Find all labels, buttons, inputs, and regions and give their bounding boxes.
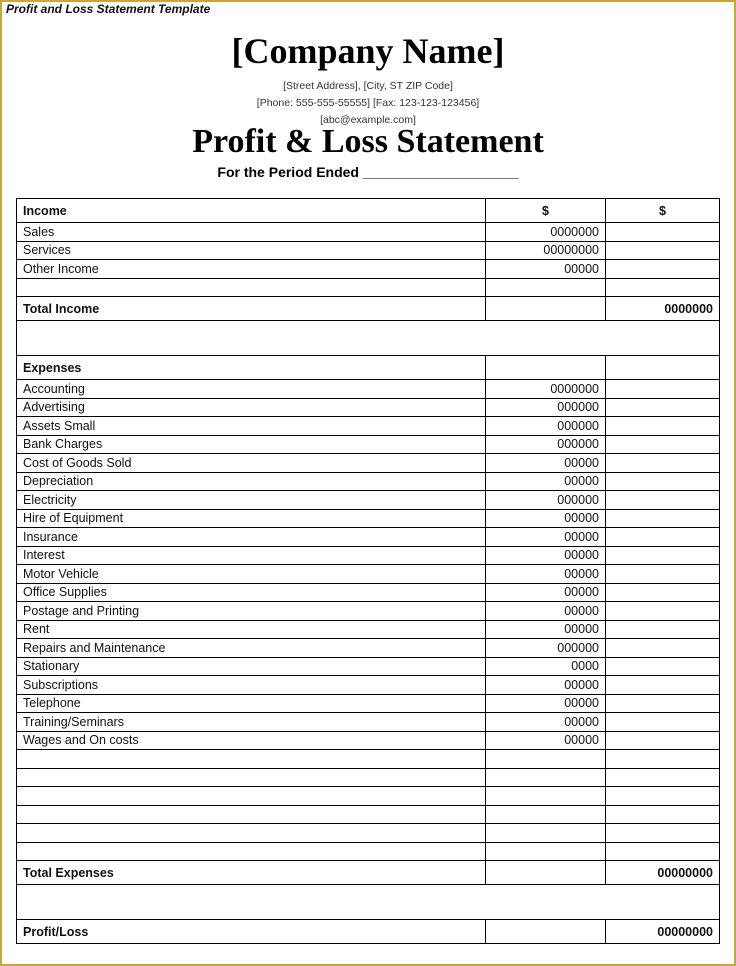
table-row xyxy=(17,602,720,621)
line-item-total xyxy=(606,380,720,399)
template-title: Profit and Loss Statement Template xyxy=(6,2,211,16)
line-item-value: 000000 xyxy=(486,435,606,454)
line-item-value: 00000 xyxy=(486,565,606,584)
line-item-label: Electricity xyxy=(17,491,486,510)
line-item-label: Office Supplies xyxy=(17,583,486,602)
line-item-label: Assets Small xyxy=(17,417,486,436)
blank-row xyxy=(17,278,720,297)
line-item-total xyxy=(606,528,720,547)
line-item-label: Stationary xyxy=(17,657,486,676)
line-item-label: Accounting xyxy=(17,380,486,399)
line-item-total xyxy=(606,602,720,621)
line-item-total xyxy=(606,260,720,279)
blank-row xyxy=(17,805,720,824)
line-item-value: 00000 xyxy=(486,713,606,732)
table-row xyxy=(17,620,720,639)
line-item-label: Services xyxy=(17,241,486,260)
total-expenses-row xyxy=(17,861,720,885)
line-item-value: 00000 xyxy=(486,676,606,695)
line-item-total xyxy=(606,639,720,658)
blank-cell xyxy=(17,805,486,824)
profit-loss-row xyxy=(17,920,720,944)
period-label: For the Period Ended ____________________ xyxy=(217,164,519,180)
line-item-value: 00000 xyxy=(486,454,606,473)
line-item-label: Motor Vehicle xyxy=(17,565,486,584)
blank-cell xyxy=(486,356,606,380)
line-item-label: Depreciation xyxy=(17,472,486,491)
line-item-total xyxy=(606,435,720,454)
blank-cell xyxy=(606,750,720,769)
blank-cell xyxy=(486,842,606,861)
blank-cell xyxy=(17,787,486,806)
line-item-label: Advertising xyxy=(17,398,486,417)
email-line: [abc@example.com] xyxy=(320,114,416,126)
blank-cell xyxy=(606,805,720,824)
blank-cell xyxy=(486,297,606,321)
table-row xyxy=(17,694,720,713)
line-item-total xyxy=(606,657,720,676)
expenses-header-row xyxy=(17,356,720,380)
line-item-total xyxy=(606,241,720,260)
line-item-value: 0000 xyxy=(486,657,606,676)
line-item-value: 00000 xyxy=(486,583,606,602)
table-row xyxy=(17,491,720,510)
blank-cell xyxy=(606,768,720,787)
blank-cell xyxy=(486,787,606,806)
table-row xyxy=(17,509,720,528)
line-item-label: Subscriptions xyxy=(17,676,486,695)
blank-cell xyxy=(486,920,606,944)
blank-row xyxy=(17,842,720,861)
line-item-value: 00000000 xyxy=(486,241,606,260)
blank-cell xyxy=(17,768,486,787)
total-expenses-value: 00000000 xyxy=(606,861,720,885)
blank-cell xyxy=(17,278,486,297)
line-item-value: 00000 xyxy=(486,509,606,528)
table-row xyxy=(17,435,720,454)
line-item-total xyxy=(606,731,720,750)
line-item-label: Rent xyxy=(17,620,486,639)
blank-cell xyxy=(606,842,720,861)
line-item-value: 00000 xyxy=(486,472,606,491)
line-item-value: 00000 xyxy=(486,620,606,639)
table-row xyxy=(17,454,720,473)
col3-header: $ xyxy=(606,199,720,223)
line-item-value: 00000 xyxy=(486,546,606,565)
spacer-cell xyxy=(17,321,720,356)
line-item-value: 000000 xyxy=(486,639,606,658)
blank-cell xyxy=(486,278,606,297)
line-item-value: 0000000 xyxy=(486,380,606,399)
table-row xyxy=(17,472,720,491)
line-item-label: Training/Seminars xyxy=(17,713,486,732)
blank-cell xyxy=(606,824,720,843)
blank-cell xyxy=(17,842,486,861)
table-row xyxy=(17,223,720,242)
profit-loss-table xyxy=(16,198,720,944)
line-item-total xyxy=(606,454,720,473)
total-income-label: Total Income xyxy=(17,297,486,321)
line-item-total xyxy=(606,398,720,417)
line-item-value: 000000 xyxy=(486,491,606,510)
table-row xyxy=(17,676,720,695)
line-item-total xyxy=(606,583,720,602)
line-item-label: Other Income xyxy=(17,260,486,279)
line-item-total xyxy=(606,509,720,528)
blank-cell xyxy=(17,824,486,843)
line-item-value: 00000 xyxy=(486,260,606,279)
line-item-value: 00000 xyxy=(486,528,606,547)
table-row xyxy=(17,417,720,436)
table-row xyxy=(17,731,720,750)
line-item-label: Bank Charges xyxy=(17,435,486,454)
statement-title: Profit & Loss Statement xyxy=(192,123,544,160)
blank-cell xyxy=(17,750,486,769)
blank-cell xyxy=(606,787,720,806)
blank-cell xyxy=(606,278,720,297)
line-item-label: Cost of Goods Sold xyxy=(17,454,486,473)
profit-loss-label: Profit/Loss xyxy=(17,920,486,944)
income-header: Income xyxy=(17,199,486,223)
line-item-total xyxy=(606,472,720,491)
table-row xyxy=(17,583,720,602)
table-row xyxy=(17,380,720,399)
blank-row xyxy=(17,768,720,787)
line-item-label: Insurance xyxy=(17,528,486,547)
line-item-total xyxy=(606,676,720,695)
income-header-row xyxy=(17,199,720,223)
total-income-value: 0000000 xyxy=(606,297,720,321)
expenses-header: Expenses xyxy=(17,356,486,380)
line-item-total xyxy=(606,565,720,584)
line-item-total xyxy=(606,546,720,565)
spacer-row xyxy=(17,885,720,920)
line-item-total xyxy=(606,223,720,242)
line-item-total xyxy=(606,491,720,510)
col2-header: $ xyxy=(486,199,606,223)
line-item-value: 000000 xyxy=(486,398,606,417)
profit-loss-value: 00000000 xyxy=(606,920,720,944)
line-item-value: 0000000 xyxy=(486,223,606,242)
spacer-cell xyxy=(17,885,720,920)
table-row xyxy=(17,565,720,584)
line-item-total xyxy=(606,620,720,639)
blank-cell xyxy=(486,824,606,843)
line-item-value: 00000 xyxy=(486,602,606,621)
blank-cell xyxy=(486,805,606,824)
line-item-total xyxy=(606,713,720,732)
blank-cell xyxy=(606,356,720,380)
table-row xyxy=(17,241,720,260)
table-row xyxy=(17,546,720,565)
blank-row xyxy=(17,750,720,769)
blank-row xyxy=(17,787,720,806)
line-item-label: Repairs and Maintenance xyxy=(17,639,486,658)
line-item-label: Sales xyxy=(17,223,486,242)
phone-fax-line: [Phone: 555-555-55555] [Fax: 123-123-123456] xyxy=(256,97,480,109)
line-item-label: Telephone xyxy=(17,694,486,713)
blank-cell xyxy=(486,768,606,787)
line-item-label: Interest xyxy=(17,546,486,565)
line-item-total xyxy=(606,417,720,436)
blank-cell xyxy=(486,861,606,885)
line-item-value: 00000 xyxy=(486,694,606,713)
line-item-total xyxy=(606,694,720,713)
company-name: [Company Name] xyxy=(231,31,505,71)
total-income-row xyxy=(17,297,720,321)
total-expenses-label: Total Expenses xyxy=(17,861,486,885)
address-line: [Street Address], [City, ST ZIP Code] xyxy=(283,80,453,92)
line-item-label: Wages and On costs xyxy=(17,731,486,750)
blank-row xyxy=(17,824,720,843)
line-item-value: 00000 xyxy=(486,731,606,750)
blank-cell xyxy=(486,750,606,769)
spacer-row xyxy=(17,321,720,356)
line-item-value: 000000 xyxy=(486,417,606,436)
table-row xyxy=(17,528,720,547)
line-item-label: Hire of Equipment xyxy=(17,509,486,528)
table-row xyxy=(17,398,720,417)
table-row xyxy=(17,639,720,658)
table-row xyxy=(17,657,720,676)
table-row xyxy=(17,713,720,732)
line-item-label: Postage and Printing xyxy=(17,602,486,621)
table-row xyxy=(17,260,720,279)
